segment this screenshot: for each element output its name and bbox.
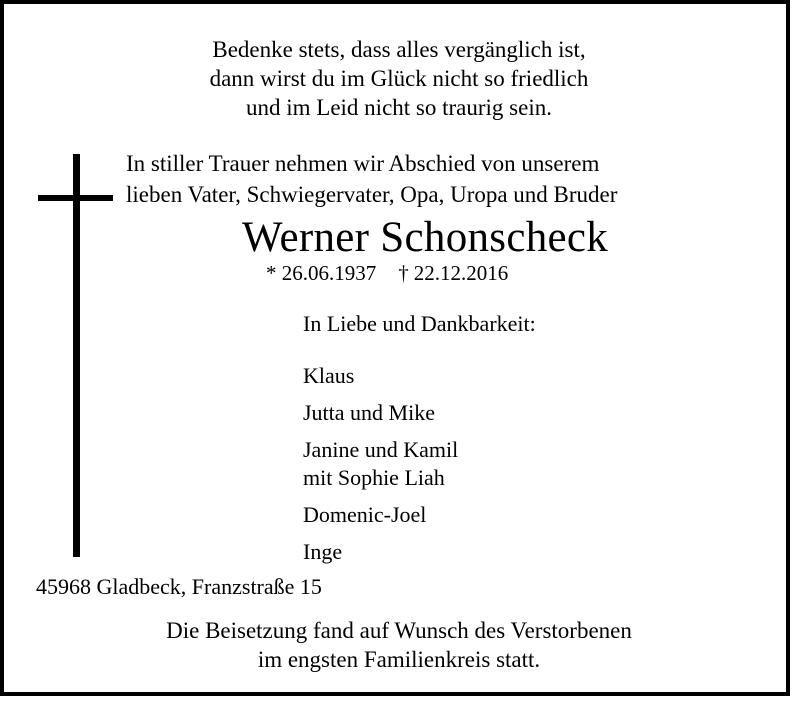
mourners-list	[303, 310, 536, 575]
cross-icon-bar	[38, 195, 113, 201]
deceased-name: Werner Schonscheck	[242, 214, 609, 261]
burial-note	[4, 616, 794, 674]
family-address: 45968 Gladbeck, Franzstraße 15	[36, 574, 322, 599]
mourner-entry: Jutta und Mike	[303, 400, 435, 425]
mourner-entry-continued: mit Sophie Liah	[303, 465, 445, 490]
mourner-entry: Inge	[303, 539, 343, 564]
birth-date: * 26.06.1937	[266, 261, 377, 285]
cross-icon	[73, 154, 80, 557]
poem	[4, 35, 794, 122]
mourner-entry: Janine und Kamil	[303, 437, 459, 462]
mourner-entry: Klaus	[303, 363, 355, 388]
death-date-group	[398, 259, 508, 287]
poem-line: und im Leid nicht so traurig sein.	[246, 95, 552, 120]
burial-note-line: Die Beisetzung fand auf Wunsch des Verstorbenen	[166, 618, 632, 643]
intro-line: lieben Vater, Schwiegervater, Opa, Uropa und Bruder	[126, 182, 618, 207]
gratitude-line: In Liebe und Dankbarkeit:	[303, 311, 536, 336]
death-date: 22.12.2016	[413, 261, 509, 285]
life-dates	[266, 259, 508, 287]
intro-line: In stiller Trauer nehmen wir Abschied von unserem	[126, 151, 600, 176]
mourner-entry: Domenic-Joel	[303, 502, 427, 527]
burial-note-line: im engsten Familienkreis statt.	[257, 647, 541, 672]
poem-line: dann wirst du im Glück nicht so friedlich	[209, 66, 589, 91]
intro-text	[126, 148, 617, 210]
poem-line: Bedenke stets, dass alles vergänglich ist,	[212, 37, 586, 62]
dagger-icon: †	[398, 261, 409, 285]
